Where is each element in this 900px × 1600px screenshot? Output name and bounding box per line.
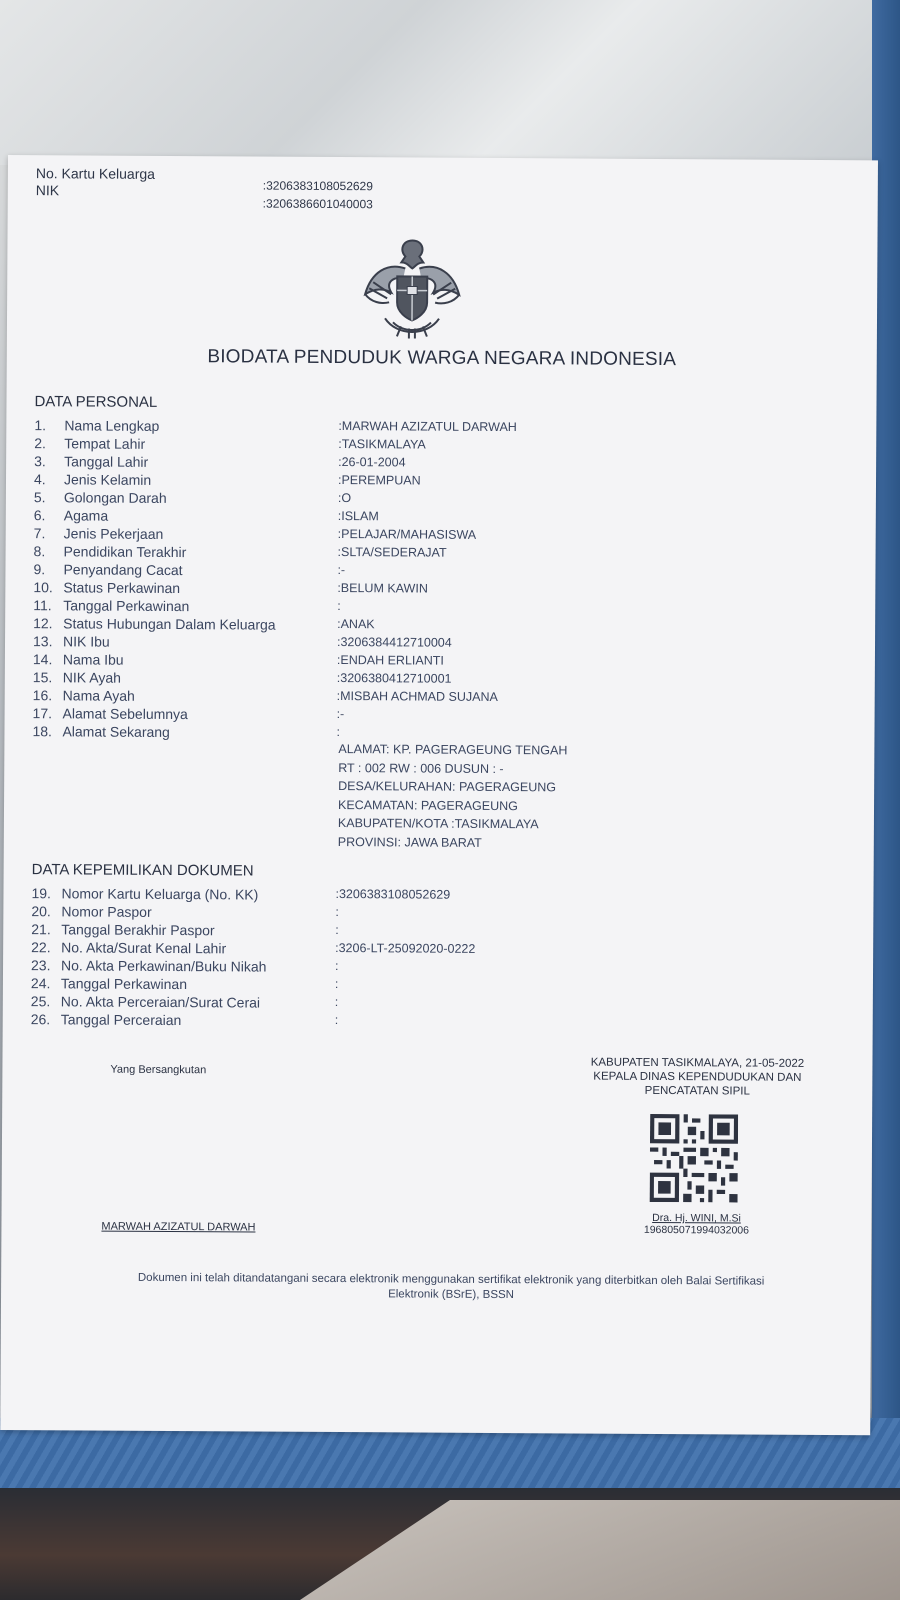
row-number: 15.: [32, 669, 53, 686]
row-number: 26.: [30, 1011, 51, 1028]
row-number: 8.: [33, 543, 46, 560]
footer-note: [31, 1270, 871, 1305]
row-value: :ISLAM: [337, 509, 379, 524]
row-number: 2.: [34, 435, 46, 452]
address-block: [338, 740, 568, 852]
row-label: Pendidikan Terakhir: [63, 543, 187, 561]
row-value: :3206383108052629: [335, 887, 451, 902]
row-label: Nomor Kartu Keluarga (No. KK): [61, 885, 259, 903]
row-number: 17.: [32, 705, 53, 722]
kk-value: :3206383108052629: [262, 178, 373, 194]
row-value: :MARWAH AZIZATUL DARWAH: [338, 419, 517, 435]
row-number: 9.: [33, 561, 46, 578]
row-value: :: [335, 959, 339, 974]
row-label: Jenis Pekerjaan: [63, 525, 164, 542]
row-value: :3206380412710001: [336, 671, 452, 686]
document-page: [0, 155, 878, 1435]
row-label: Alamat Sekarang: [62, 723, 170, 740]
row-value: :: [335, 923, 339, 938]
row-value: :-: [336, 707, 345, 722]
row-number: 7.: [33, 525, 46, 542]
row-number: 23.: [31, 957, 51, 974]
row-value: :ENDAH ERLIANTI: [336, 653, 444, 668]
row-label: Penyandang Cacat: [63, 561, 183, 579]
address-line: DESA/KELURAHAN: PAGERAGEUNG: [338, 779, 557, 795]
row-label: Agama: [63, 507, 109, 524]
row-label: Tanggal Lahir: [64, 453, 149, 470]
row-value: :: [334, 977, 339, 992]
row-value: :BELUM KAWIN: [337, 581, 428, 596]
row-value: :PEREMPUAN: [337, 473, 421, 488]
address-line: ALAMAT: KP. PAGERAGEUNG TENGAH: [338, 742, 568, 758]
row-label: Golongan Darah: [63, 489, 167, 506]
address-line: KABUPATEN/KOTA :TASIKMALAYA: [337, 816, 539, 832]
nik-label: NIK: [35, 182, 60, 199]
address-line: KECAMATAN: PAGERAGEUNG: [337, 797, 518, 813]
row-number: 6.: [33, 507, 46, 524]
row-label: No. Akta/Surat Kenal Lahir: [61, 939, 227, 957]
row-number: 10.: [33, 579, 53, 596]
official-nip: 196805071994032006: [643, 1223, 750, 1237]
address-line: RT : 002 RW : 006 DUSUN : -: [338, 760, 504, 776]
row-number: 21.: [31, 921, 51, 938]
row-value: :: [337, 599, 341, 614]
row-value: :ANAK: [337, 617, 375, 632]
row-label: Status Hubungan Dalam Keluarga: [63, 615, 276, 633]
section-data-personal: DATA PERSONAL: [34, 393, 158, 411]
signature-left-caption: Yang Bersangkutan: [110, 1063, 207, 1077]
row-number: 5.: [33, 489, 46, 506]
qr-code-icon: [650, 1114, 739, 1203]
row-value: :3206384412710004: [336, 635, 452, 650]
row-value: :: [336, 725, 341, 740]
row-number: 19.: [31, 885, 52, 902]
row-number: 11.: [33, 597, 52, 614]
row-number: 14.: [32, 651, 53, 668]
row-value: :SLTA/SEDERAJAT: [337, 545, 447, 560]
row-number: 20.: [31, 903, 51, 920]
row-value: :26-01-2004: [338, 455, 406, 470]
row-number: 24.: [30, 975, 51, 992]
footer-line-2: Elektronik (BSrE), BSSN: [388, 1288, 515, 1302]
row-number: 12.: [33, 615, 53, 632]
row-label: Tempat Lahir: [64, 435, 146, 452]
row-number: 16.: [32, 687, 53, 704]
row-value: :: [335, 905, 339, 920]
row-number: 22.: [31, 939, 51, 956]
row-label: Nama Ayah: [62, 687, 135, 704]
footer-line-1: Dokumen ini telah ditandatangani secara elektronik menggunakan sertifikat elektronik yang diterbitkan oleh Balai Sertifikasi: [137, 1271, 765, 1288]
row-label: Jenis Kelamin: [63, 471, 152, 488]
row-number: 1.: [34, 417, 47, 434]
row-number: 4.: [33, 471, 46, 488]
row-value: :O: [337, 491, 352, 506]
row-label: NIK Ayah: [62, 669, 121, 686]
garuda-emblem-icon: [357, 232, 468, 343]
signature-left-name: MARWAH AZIZATUL DARWAH: [101, 1220, 256, 1234]
row-value: :-: [337, 563, 346, 578]
row-label: NIK Ibu: [62, 633, 110, 650]
official-block: [561, 1211, 831, 1237]
signature-right-block: [562, 1055, 832, 1099]
document-title: BIODATA PENDUDUK WARGA NEGARA INDONESIA: [207, 346, 677, 371]
nik-value: :3206386601040003: [262, 196, 373, 212]
row-value: :: [334, 1013, 339, 1028]
row-label: Status Perkawinan: [63, 579, 181, 597]
row-value: :: [334, 995, 339, 1010]
row-number: 25.: [30, 993, 51, 1010]
row-label: Tanggal Berakhir Paspor: [61, 921, 215, 939]
row-label: Tanggal Perkawinan: [63, 597, 190, 615]
row-label: Tanggal Perceraian: [60, 1011, 182, 1029]
row-label: Nama Lengkap: [64, 417, 160, 434]
plastic-sleeve: [0, 0, 900, 165]
row-number: 13.: [32, 633, 53, 650]
section-data-dokumen: DATA KEPEMILIKAN DOKUMEN: [31, 861, 254, 880]
row-label: Nomor Paspor: [61, 903, 152, 920]
office-line-1: KEPALA DINAS KEPENDUDUKAN DAN: [593, 1070, 802, 1084]
row-label: Alamat Sebelumnya: [62, 705, 188, 723]
place-date: KABUPATEN TASIKMALAYA, 21-05-2022: [590, 1056, 805, 1070]
row-value: :PELAJAR/MAHASISWA: [337, 527, 477, 542]
official-name: Dra. Hj. WINI, M.Si: [652, 1211, 741, 1225]
row-number: 3.: [34, 453, 46, 470]
kk-label: No. Kartu Keluarga: [35, 165, 156, 182]
address-line: PROVINSI: JAWA BARAT: [337, 834, 482, 850]
office-line-2: PENCATATAN SIPIL: [644, 1084, 750, 1098]
row-value: :MISBAH ACHMAD SUJANA: [336, 689, 498, 705]
row-label: Tanggal Perkawinan: [60, 975, 188, 993]
row-value: :TASIKMALAYA: [338, 437, 426, 452]
row-label: No. Akta Perkawinan/Buku Nikah: [61, 957, 267, 975]
row-number: 18.: [32, 723, 52, 740]
row-label: No. Akta Perceraian/Surat Cerai: [60, 993, 261, 1011]
row-value: :3206-LT-25092020-0222: [335, 941, 476, 956]
row-label: Nama Ibu: [62, 651, 124, 668]
